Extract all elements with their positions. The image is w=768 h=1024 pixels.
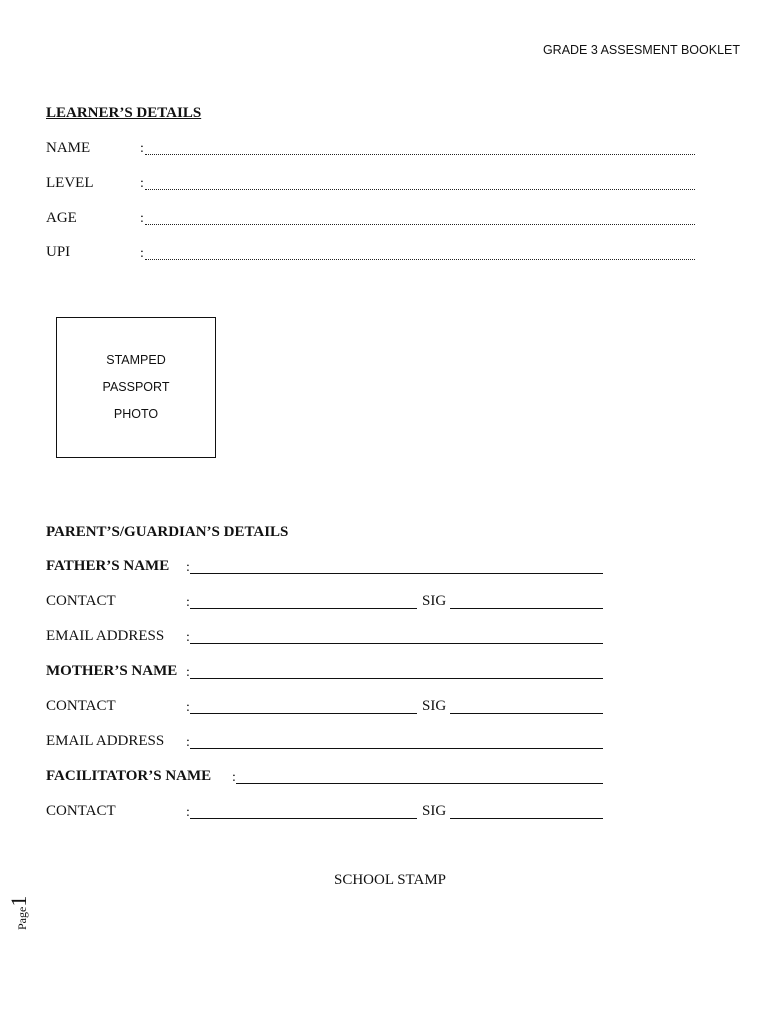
facilitator-contact-label: CONTACT: [46, 803, 116, 819]
mother-name-field[interactable]: [190, 678, 603, 679]
father-name-label: FATHER’S NAME: [46, 558, 170, 574]
upi-field[interactable]: [145, 259, 695, 260]
page-number: [6, 896, 32, 930]
mother-contact-colon: :: [186, 700, 190, 715]
mother-name-colon: :: [186, 665, 190, 680]
mother-contact-label: CONTACT: [46, 698, 116, 714]
father-sig-field[interactable]: [450, 608, 603, 609]
mother-sig-label: SIG: [422, 698, 447, 714]
page-number-value: 1: [6, 895, 31, 907]
father-contact-field[interactable]: [190, 608, 417, 609]
passport-photo-box: [56, 317, 216, 458]
name-label: NAME: [46, 140, 91, 156]
mother-contact-field[interactable]: [190, 713, 417, 714]
facilitator-contact-field[interactable]: [190, 818, 417, 819]
upi-label: UPI: [46, 244, 71, 260]
father-name-colon: :: [186, 560, 190, 575]
photo-line-2: PASSPORT: [102, 380, 170, 394]
father-sig-label: SIG: [422, 593, 447, 609]
father-name-field[interactable]: [190, 573, 603, 574]
booklet-title: GRADE 3 ASSESMENT BOOKLET: [542, 43, 740, 57]
facilitator-name-field[interactable]: [236, 783, 603, 784]
mother-sig-field[interactable]: [450, 713, 603, 714]
school-stamp-label: SCHOOL STAMP: [334, 872, 447, 888]
upi-colon: :: [140, 246, 144, 261]
mother-email-field[interactable]: [190, 748, 603, 749]
father-email-label: EMAIL ADDRESS: [46, 628, 165, 644]
facilitator-sig-field[interactable]: [450, 818, 603, 819]
age-colon: :: [140, 211, 144, 226]
photo-line-3: PHOTO: [113, 407, 159, 421]
age-label: AGE: [46, 210, 77, 226]
mother-email-colon: :: [186, 735, 190, 750]
age-field[interactable]: [145, 224, 695, 225]
level-colon: :: [140, 176, 144, 191]
level-field[interactable]: [145, 189, 695, 190]
father-email-colon: :: [186, 630, 190, 645]
name-colon: :: [140, 141, 144, 156]
page-word: Page: [15, 906, 29, 930]
mother-name-label: MOTHER’S NAME: [46, 663, 178, 679]
facilitator-name-label: FACILITATOR’S NAME: [46, 768, 212, 784]
father-contact-colon: :: [186, 595, 190, 610]
level-label: LEVEL: [46, 175, 94, 191]
facilitator-contact-colon: :: [186, 805, 190, 820]
name-field[interactable]: [145, 154, 695, 155]
learner-details-heading: LEARNER’S DETAILS: [46, 105, 202, 121]
facilitator-name-colon: :: [232, 770, 236, 785]
mother-email-label: EMAIL ADDRESS: [46, 733, 165, 749]
facilitator-sig-label: SIG: [422, 803, 447, 819]
photo-line-1: STAMPED: [106, 353, 166, 367]
parent-details-heading: PARENT’S/GUARDIAN’S DETAILS: [46, 524, 289, 540]
father-contact-label: CONTACT: [46, 593, 116, 609]
father-email-field[interactable]: [190, 643, 603, 644]
